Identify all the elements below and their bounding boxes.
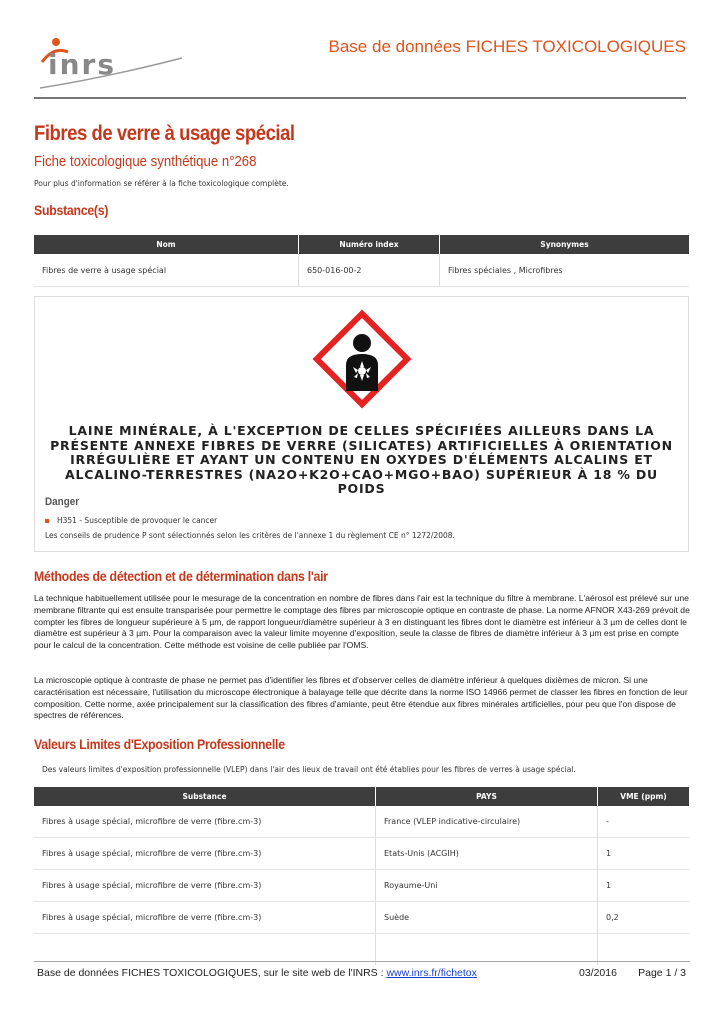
page-number: Page 1 / 3 bbox=[638, 967, 686, 979]
footer-label: Base de données FICHES TOXICOLOGIQUES, sur le site web de l'INRS : bbox=[37, 967, 387, 979]
footer-text bbox=[37, 967, 477, 979]
prudence-note: Les conseils de prudence P sont sélectionnés selon les critères de l'annexe 1 du règlement CE n° 1272/2008. bbox=[45, 531, 455, 540]
cell-substance: Fibres à usage spécial, microfibre de verre (fibre.cm-3) bbox=[34, 870, 376, 902]
table-row bbox=[34, 838, 689, 870]
vlep-heading: Valeurs Limites d'Exposition Professionnelle bbox=[34, 736, 285, 752]
col-nom: Nom bbox=[34, 235, 299, 254]
table-row bbox=[34, 806, 689, 838]
footer-date: 03/2016 bbox=[579, 967, 617, 979]
cell-pays: France (VLEP indicative-circulaire) bbox=[376, 806, 598, 838]
cell-vme: 1 bbox=[598, 870, 690, 902]
cell-substance: Fibres à usage spécial, microfibre de verre (fibre.cm-3) bbox=[34, 838, 376, 870]
table-row bbox=[34, 254, 689, 287]
col-pays: PAYS bbox=[376, 787, 598, 806]
cell-nom: Fibres de verre à usage spécial bbox=[34, 254, 299, 287]
footer-divider bbox=[34, 961, 690, 962]
cell-pays: Suède bbox=[376, 902, 598, 934]
substances-heading: Substance(s) bbox=[34, 202, 109, 218]
col-synonymes: Synonymes bbox=[440, 235, 690, 254]
methods-paragraph-1: La technique habituellement utilisée pour le mesurage de la concentration en nombre de fibres dans l'air est la technique du filtre à membrane. L'aérosol est prélevé sur une membrane filtrante qui est ensuite transparisée pour permettre le comptage des fibres par microscopie optique en contraste de phase. La norme AFNOR X43-269 prévoit de compter les fibres de longueur supérieure à 5 µm, de rapport longueur/diamètre supérieur à 3 en distinguant les fibres dont le diamètre est inférieur à 3 µm de celles dont le diamètre est supérieur à 3 µm. Pour la comparaison avec la valeur limite moyenne d'exposition, seule la classe de fibres de diamètre inférieur à 3 µm est prise en compte pour le calcul de la concentration. Cette méthode est voisine de celle publiée par l'OMS. bbox=[34, 593, 690, 651]
cell-pays: Etats-Unis (ACGIH) bbox=[376, 838, 598, 870]
substances-table bbox=[34, 235, 689, 287]
hazard-title: LAINE MINÉRALE, À L'EXCEPTION DE CELLES SPÉCIFIÉES AILLEURS DANS LA PRÉSENTE ANNEXE FIBRES DE VERRE (SILICATES) ARTIFICIELLES À ORIENTATION IRRÉGULIÈRE ET AYANT UN CONTENU EN OXYDES D'ÉLÉMENTS ALCALINS ET ALCALINO-TERRESTRES (NA2O+K2O+CAO+MGO+BAO) SUPÉRIEUR À 18 % DU POIDS bbox=[50, 423, 673, 496]
methods-heading: Méthodes de détection et de détermination dans l'air bbox=[34, 568, 328, 584]
health-hazard-icon bbox=[310, 307, 414, 411]
hazard-statement-text: H351 - Susceptible de provoquer le cancer bbox=[57, 516, 218, 525]
cell-vme: 0,2 bbox=[598, 902, 690, 934]
cell-pays: Royaume-Uni bbox=[376, 870, 598, 902]
logo-text: inrs bbox=[48, 48, 117, 81]
cell-numero-index: 650-016-00-2 bbox=[299, 254, 440, 287]
hazard-statement bbox=[45, 516, 217, 525]
cell-synonymes: Fibres spéciales , Microfibres bbox=[440, 254, 690, 287]
vlep-table bbox=[34, 787, 689, 965]
methods-paragraph-2: La microscopie optique à contraste de phase ne permet pas d'identifier les fibres et d'observer celles de diamètre inférieur à quelques dixièmes de micron. Si une caractérisation est nécessaire, l'utilisation du microscope électronique à balayage telle que décrite dans la norme ISO 14966 permet de classer les fibres en fonction de leur composition. Cette norme, axée principalement sur la classification des fibres d'amiante, peut être étendue aux fibres minérales artificielles, pour peu que l'on dispose de spectres de références. bbox=[34, 675, 688, 721]
header-divider bbox=[34, 97, 686, 99]
col-vme: VME (ppm) bbox=[598, 787, 690, 806]
col-substance: Substance bbox=[34, 787, 376, 806]
document-subtitle: Fiche toxicologique synthétique n°268 bbox=[34, 153, 257, 170]
hazard-box bbox=[34, 296, 689, 552]
inrs-logo bbox=[34, 34, 184, 94]
table-row bbox=[34, 870, 689, 902]
table-row bbox=[34, 902, 689, 934]
col-numero-index: Numéro index bbox=[299, 235, 440, 254]
cell-vme: - bbox=[598, 806, 690, 838]
bullet-icon bbox=[45, 519, 49, 523]
fichetox-link[interactable]: www.inrs.fr/fichetox bbox=[386, 967, 477, 979]
cell-substance: Fibres à usage spécial, microfibre de verre (fibre.cm-3) bbox=[34, 902, 376, 934]
cell-vme: 1 bbox=[598, 838, 690, 870]
vlep-note: Des valeurs limites d'exposition professionnelle (VLEP) dans l'air des lieux de travail ont été établies pour les fibres de verres à usage spécial. bbox=[42, 765, 576, 774]
cell-substance: Fibres à usage spécial, microfibre de verre (fibre.cm-3) bbox=[34, 806, 376, 838]
signal-word: Danger bbox=[45, 496, 80, 508]
document-note: Pour plus d'information se référer à la fiche toxicologique complète. bbox=[34, 179, 289, 188]
document-title: Fibres de verre à usage spécial bbox=[34, 122, 295, 145]
header-title: Base de données FICHES TOXICOLOGIQUES bbox=[328, 37, 686, 56]
